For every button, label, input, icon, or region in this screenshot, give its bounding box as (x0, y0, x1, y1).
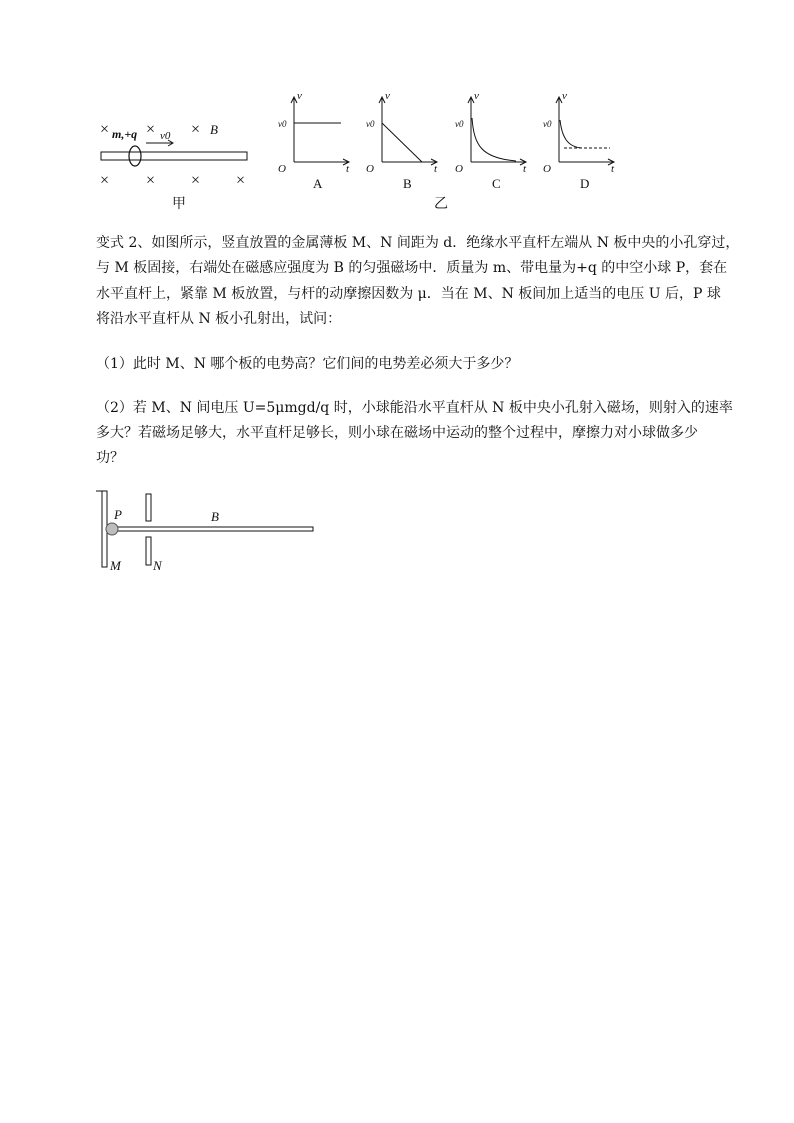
origin-label: O (366, 163, 374, 175)
insulating-rod (101, 152, 247, 160)
caption-yi: 乙 (434, 197, 448, 212)
plate-n-lower (146, 537, 151, 565)
particle-label: m,+q (112, 127, 138, 141)
cross-mark: × (191, 121, 201, 138)
option-label: A (313, 176, 323, 191)
graph-b (366, 90, 438, 191)
y-axis-label: v (297, 90, 302, 102)
problem-line-2: 与 M 板固接，右端处在磁感应强度为 B 的匀强磁场中．质量为 m、带电量为+q 的中空小球 P，套在 (96, 260, 728, 276)
v-t-curve (472, 118, 516, 161)
graph-d (543, 90, 615, 191)
question-2-line-3: 功？ (96, 450, 124, 466)
question-2-line-1: （2）若 M、N 间电压 U=5μmgd/q 时，小球能沿水平直杆从 N 板中央小孔射入磁场，则射入的速率 (96, 400, 733, 416)
x-axis-label: t (434, 163, 438, 175)
figure-jia-yi (90, 86, 650, 216)
horizontal-rod (107, 527, 313, 531)
field-label: B (210, 122, 218, 137)
v0-label: v0 (543, 119, 552, 129)
origin-label: O (455, 163, 463, 175)
problem-line-1: 变式 2、如图所示，竖直放置的金属薄板 M、N 间距为 d．绝缘水平直杆左端从 N 板中央的小孔穿过， (96, 235, 740, 251)
option-label: B (403, 176, 412, 191)
option-label: D (580, 176, 590, 191)
x-axis-label: t (523, 163, 527, 175)
cross-mark: × (191, 172, 201, 189)
x-axis-label: t (346, 163, 350, 175)
v0-label: v0 (366, 119, 375, 129)
ring-ball (129, 146, 141, 166)
graph-c (455, 90, 527, 191)
plate-n-upper (146, 494, 151, 521)
origin-label: O (278, 163, 286, 175)
problem-line-4: 将沿水平直杆从 N 板小孔射出，试问： (96, 311, 342, 327)
cross-mark: × (146, 121, 156, 138)
problem-line-3: 水平直杆上，紧靠 M 板放置，与杆的动摩擦因数为 μ．当在 M、N 板间加上适当的电压 U 后，P 球 (96, 286, 721, 302)
cross-mark: × (100, 172, 110, 189)
v-t-curve (560, 120, 582, 148)
y-axis-label: v (562, 90, 567, 102)
graph-a (278, 90, 350, 191)
velocity-label: v0 (160, 130, 171, 142)
ball-p (106, 523, 118, 535)
y-axis-label: v (385, 90, 390, 102)
v0-label: v0 (455, 119, 464, 129)
cross-mark: × (146, 172, 156, 189)
option-label: C (492, 176, 501, 191)
origin-label: O (543, 163, 551, 175)
question-2-line-2: 多大？若磁场足够大，水平直杆足够长，则小球在磁场中运动的整个过程中，摩擦力对小球做多少 (96, 425, 698, 441)
cross-mark: × (100, 121, 110, 138)
figure-plates (88, 486, 328, 582)
plate-m-label: M (110, 558, 121, 573)
cross-mark: × (236, 172, 246, 189)
plate-n-label: N (153, 558, 162, 573)
field-label: B (211, 509, 219, 524)
ball-label: P (114, 507, 122, 522)
y-axis-label: v (474, 90, 479, 102)
v0-label: v0 (278, 119, 287, 129)
x-axis-label: t (611, 163, 615, 175)
caption-jia: 甲 (172, 197, 186, 212)
figure-jia (100, 121, 247, 212)
v-t-curve (382, 123, 422, 162)
question-1: （1）此时 M、N 哪个板的电势高？它们间的电势差必须大于多少？ (96, 356, 519, 372)
